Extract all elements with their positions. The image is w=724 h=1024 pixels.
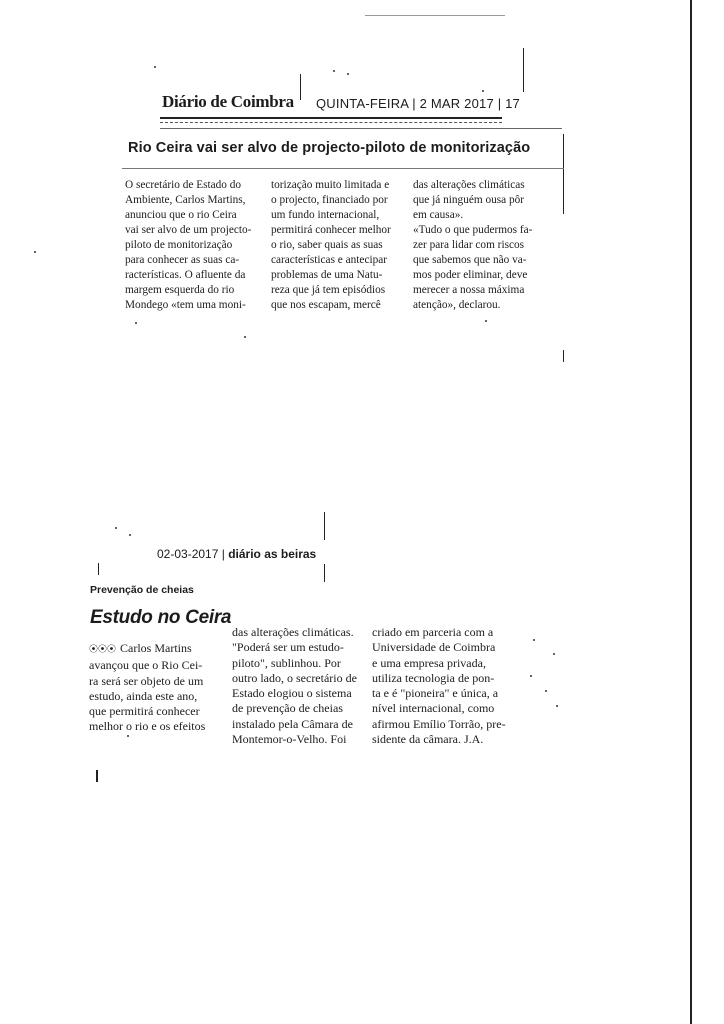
text-line: o rio, saber quais as suas: [271, 239, 383, 251]
text-line: problemas de uma Natu-: [271, 269, 383, 281]
text-line: merecer a nossa máxima: [413, 284, 525, 296]
text-line: racterísticas. O afluente da: [125, 269, 246, 281]
scan-edge-line: [690, 0, 692, 1024]
bullet-icon: ⦿⦿⦿: [89, 645, 117, 655]
text-line: que permitirá conhecer: [89, 704, 200, 719]
scan-fold-mark: [563, 134, 564, 214]
scan-speck: [127, 735, 129, 737]
text-line: ra será ser objeto de um: [89, 673, 204, 688]
article-column-1: [125, 178, 252, 313]
article-title: Estudo no Ceira: [90, 607, 232, 628]
text-line: que sabemos que não va-: [413, 254, 527, 266]
scan-speck: [485, 320, 487, 322]
masthead-rule: [160, 117, 502, 123]
scan-speck: [34, 251, 36, 253]
text-line: torização muito limitada e: [271, 179, 390, 191]
text-line: utiliza tecnologia de pon-: [372, 670, 495, 685]
scan-speck: [115, 527, 117, 529]
text-line: mos poder eliminar, deve: [413, 269, 528, 281]
newspaper-name: Diário de Coimbra: [162, 92, 294, 111]
article-column-3: [372, 625, 506, 747]
text-line: piloto", sublinhou. Por: [232, 655, 341, 670]
text-line: permitirá conhecer melhor: [271, 224, 391, 236]
text-line: Montemor-o-Velho. Foi: [232, 732, 347, 747]
text-line: das alterações climáticas: [413, 179, 525, 191]
scan-speck: [135, 322, 137, 324]
clipping-dateline: [157, 547, 316, 561]
article-kicker: Prevenção de cheias: [90, 584, 194, 596]
separator: |: [218, 547, 229, 561]
scan-speck: [154, 66, 156, 68]
scan-speck: [244, 336, 246, 338]
text-line: piloto de monitorização: [125, 239, 233, 251]
text-line: outro lado, o secretário de: [232, 670, 357, 685]
scan-speck: [556, 705, 558, 707]
article-column-1: [89, 641, 205, 735]
text-line: Ambiente, Carlos Martins,: [125, 194, 246, 206]
scan-speck: [533, 639, 535, 641]
text-line: "Poderá ser um estudo-: [232, 640, 344, 655]
scan-top-rule: [365, 15, 505, 16]
scan-speck: [482, 90, 484, 92]
scan-speck: [347, 73, 349, 75]
scan-fold-mark: [324, 564, 325, 582]
text-line: e uma empresa privada,: [372, 655, 486, 670]
text-line: das alterações climáticas.: [232, 625, 354, 639]
scan-fold-mark: [98, 563, 99, 575]
text-line: instalado pela Câmara de: [232, 716, 353, 731]
text-line: melhor o rio e os efeitos: [89, 719, 206, 734]
text-line: margem esquerda do rio: [125, 284, 235, 296]
text-line: sidente da câmara. J.A.: [372, 732, 484, 747]
scan-speck: [333, 70, 335, 72]
scan-speck: [530, 675, 532, 677]
article-column-3: [413, 178, 537, 313]
text-line: para conhecer as suas ca-: [125, 254, 240, 266]
text-line: um fundo internacional,: [271, 209, 380, 221]
scan-speck: [129, 534, 131, 536]
scan-fold-mark: [324, 512, 325, 540]
text-line: Mondego «tem uma moni-: [125, 299, 246, 311]
text-line: nível internacional, como: [372, 701, 495, 716]
text-line: que já ninguém ousa pôr: [413, 194, 525, 206]
dateline: QUINTA-FEIRA | 2 MAR 2017 | 17: [316, 96, 520, 111]
text-line: o projecto, financiado por: [271, 194, 388, 206]
scan-speck: [545, 690, 547, 692]
text-line: reza que já tem episódios: [271, 284, 386, 296]
scan-fold-mark: [523, 48, 524, 92]
article-headline: Rio Ceira vai ser alvo de projecto-piloto de monitorização: [128, 140, 531, 156]
text-line: ta e é "pioneira" e única, a: [372, 686, 499, 701]
text-line: vai ser alvo de um projecto-: [125, 224, 252, 236]
text-line: Estado elogiou o sistema: [232, 686, 352, 701]
headline-rule: [122, 168, 564, 169]
text-line: anunciou que o rio Ceira: [125, 209, 237, 221]
article-column-2: [232, 625, 357, 747]
text-line: Universidade de Coimbra: [372, 640, 496, 655]
article-column-2: [271, 178, 395, 313]
section-rule: [160, 128, 562, 129]
text-line: estudo, ainda este ano,: [89, 688, 198, 703]
scan-fold-mark: [96, 770, 98, 782]
text-line: afirmou Emílio Torrão, pre-: [372, 716, 506, 731]
scan-fold-mark: [563, 350, 564, 362]
newspaper-name: diário as beiras: [228, 547, 317, 561]
text-line: atenção», declarou.: [413, 299, 501, 311]
text-line: em causa».: [413, 209, 464, 221]
text-line: O secretário de Estado do: [125, 179, 242, 191]
text-line: «Tudo o que pudermos fa-: [413, 224, 533, 236]
text-line: zer para lidar com riscos: [413, 239, 525, 251]
text-line: avançou que o Rio Cei-: [89, 658, 203, 673]
clipping-date: 02-03-2017: [157, 547, 219, 561]
text-line: de prevenção de cheias: [232, 701, 343, 716]
scan-fold-mark: [300, 74, 301, 100]
text-line: Carlos Martins: [120, 641, 192, 655]
text-line: criado em parceria com a: [372, 625, 494, 639]
text-line: que nos escapam, mercê: [271, 299, 381, 311]
scan-speck: [553, 653, 555, 655]
text-line: características e antecipar: [271, 254, 388, 266]
